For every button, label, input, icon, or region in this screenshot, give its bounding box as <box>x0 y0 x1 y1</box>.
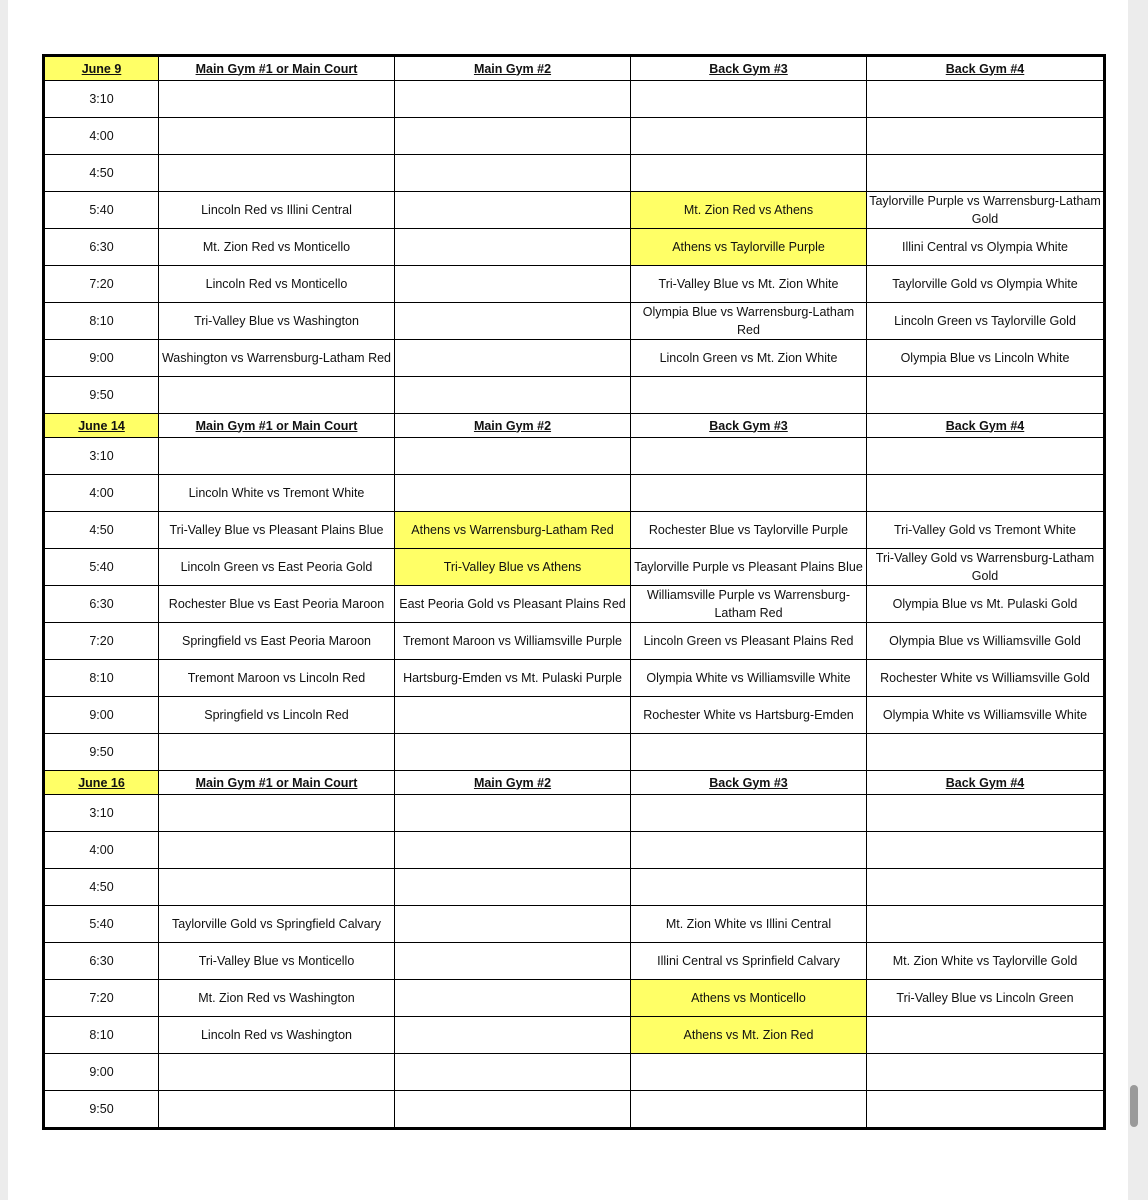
time-cell: 4:00 <box>45 118 159 155</box>
time-cell: 3:10 <box>45 438 159 475</box>
time-cell: 5:40 <box>45 549 159 586</box>
game-cell: Tri-Valley Blue vs Washington <box>159 303 395 340</box>
game-cell <box>631 869 867 906</box>
game-cell: Rochester White vs Williamsville Gold <box>867 660 1104 697</box>
game-cell: Springfield vs Lincoln Red <box>159 697 395 734</box>
game-cell <box>159 795 395 832</box>
game-cell <box>395 1091 631 1128</box>
game-cell <box>631 81 867 118</box>
time-slot-row <box>45 438 1104 475</box>
column-header-gym-1: Main Gym #1 or Main Court <box>159 771 395 795</box>
game-cell: Olympia Blue vs Warrensburg-Latham Red <box>631 303 867 340</box>
time-slot-row <box>45 1017 1104 1054</box>
game-cell <box>395 377 631 414</box>
time-cell: 6:30 <box>45 586 159 623</box>
game-cell <box>867 832 1104 869</box>
time-slot-row <box>45 660 1104 697</box>
game-cell: Tremont Maroon vs Williamsville Purple <box>395 623 631 660</box>
game-cell <box>395 266 631 303</box>
game-cell: Olympia Blue vs Mt. Pulaski Gold <box>867 586 1104 623</box>
game-cell: Olympia White vs Williamsville White <box>867 697 1104 734</box>
game-cell: Taylorville Gold vs Springfield Calvary <box>159 906 395 943</box>
game-cell: Athens vs Monticello <box>631 980 867 1017</box>
game-cell: Tri-Valley Blue vs Mt. Zion White <box>631 266 867 303</box>
time-slot-row <box>45 377 1104 414</box>
column-header-gym-4: Back Gym #4 <box>867 414 1104 438</box>
time-slot-row <box>45 1091 1104 1128</box>
game-cell: Tri-Valley Blue vs Lincoln Green <box>867 980 1104 1017</box>
game-cell: East Peoria Gold vs Pleasant Plains Red <box>395 586 631 623</box>
game-cell <box>867 1054 1104 1091</box>
game-cell: Illini Central vs Sprinfield Calvary <box>631 943 867 980</box>
game-cell <box>159 734 395 771</box>
game-cell <box>867 475 1104 512</box>
game-cell: Athens vs Mt. Zion Red <box>631 1017 867 1054</box>
game-cell <box>159 1054 395 1091</box>
time-slot-row <box>45 943 1104 980</box>
game-cell: Athens vs Taylorville Purple <box>631 229 867 266</box>
time-cell: 9:50 <box>45 1091 159 1128</box>
time-cell: 9:50 <box>45 377 159 414</box>
game-cell: Tremont Maroon vs Lincoln Red <box>159 660 395 697</box>
game-cell <box>631 475 867 512</box>
game-cell <box>867 377 1104 414</box>
game-cell <box>867 118 1104 155</box>
game-cell <box>867 81 1104 118</box>
game-cell: Williamsville Purple vs Warrensburg-Latham Red <box>631 586 867 623</box>
time-cell: 7:20 <box>45 980 159 1017</box>
time-slot-row <box>45 795 1104 832</box>
time-slot-row <box>45 340 1104 377</box>
game-cell <box>395 192 631 229</box>
game-cell <box>159 438 395 475</box>
game-cell <box>159 832 395 869</box>
game-cell <box>867 906 1104 943</box>
game-cell: Taylorville Purple vs Warrensburg-Latham Gold <box>867 192 1104 229</box>
game-cell: Mt. Zion Red vs Monticello <box>159 229 395 266</box>
gym-schedule-table <box>44 56 1104 1128</box>
time-slot-row <box>45 734 1104 771</box>
game-cell: Taylorville Gold vs Olympia White <box>867 266 1104 303</box>
column-header-gym-4: Back Gym #4 <box>867 771 1104 795</box>
time-cell: 7:20 <box>45 266 159 303</box>
time-cell: 9:00 <box>45 697 159 734</box>
game-cell <box>159 1091 395 1128</box>
game-cell: Lincoln Red vs Illini Central <box>159 192 395 229</box>
game-cell <box>395 1017 631 1054</box>
game-cell: Tri-Valley Gold vs Warrensburg-Latham Gold <box>867 549 1104 586</box>
game-cell: Tri-Valley Blue vs Monticello <box>159 943 395 980</box>
column-header-gym-1: Main Gym #1 or Main Court <box>159 57 395 81</box>
time-cell: 4:00 <box>45 832 159 869</box>
game-cell: Lincoln Green vs Pleasant Plains Red <box>631 623 867 660</box>
time-slot-row <box>45 81 1104 118</box>
scrollbar-track[interactable] <box>1130 0 1148 1200</box>
time-slot-row <box>45 118 1104 155</box>
game-cell: Mt. Zion Red vs Washington <box>159 980 395 1017</box>
time-cell: 3:10 <box>45 81 159 118</box>
game-cell <box>395 303 631 340</box>
game-cell <box>159 869 395 906</box>
column-header-gym-4: Back Gym #4 <box>867 57 1104 81</box>
game-cell <box>395 229 631 266</box>
game-cell: Lincoln Green vs Taylorville Gold <box>867 303 1104 340</box>
game-cell <box>395 869 631 906</box>
time-slot-row <box>45 155 1104 192</box>
time-slot-row <box>45 623 1104 660</box>
time-slot-row <box>45 192 1104 229</box>
day-date: June 9 <box>45 57 159 81</box>
game-cell: Lincoln White vs Tremont White <box>159 475 395 512</box>
time-cell: 8:10 <box>45 303 159 340</box>
time-slot-row <box>45 697 1104 734</box>
game-cell: Tri-Valley Gold vs Tremont White <box>867 512 1104 549</box>
time-cell: 8:10 <box>45 660 159 697</box>
game-cell <box>867 1017 1104 1054</box>
time-slot-row <box>45 303 1104 340</box>
time-slot-row <box>45 586 1104 623</box>
game-cell: Taylorville Purple vs Pleasant Plains Blue <box>631 549 867 586</box>
game-cell: Tri-Valley Blue vs Pleasant Plains Blue <box>159 512 395 549</box>
game-cell <box>867 438 1104 475</box>
game-cell <box>631 377 867 414</box>
time-cell: 8:10 <box>45 1017 159 1054</box>
game-cell <box>395 906 631 943</box>
day-date: June 16 <box>45 771 159 795</box>
time-cell: 3:10 <box>45 795 159 832</box>
column-header-gym-2: Main Gym #2 <box>395 771 631 795</box>
time-cell: 9:00 <box>45 340 159 377</box>
game-cell: Hartsburg-Emden vs Mt. Pulaski Purple <box>395 660 631 697</box>
game-cell <box>159 118 395 155</box>
game-cell: Lincoln Green vs East Peoria Gold <box>159 549 395 586</box>
game-cell: Olympia Blue vs Lincoln White <box>867 340 1104 377</box>
game-cell <box>631 795 867 832</box>
time-cell: 4:50 <box>45 869 159 906</box>
time-slot-row <box>45 832 1104 869</box>
column-header-gym-2: Main Gym #2 <box>395 414 631 438</box>
time-cell: 6:30 <box>45 229 159 266</box>
time-slot-row <box>45 980 1104 1017</box>
game-cell <box>395 475 631 512</box>
game-cell: Tri-Valley Blue vs Athens <box>395 549 631 586</box>
game-cell: Washington vs Warrensburg-Latham Red <box>159 340 395 377</box>
time-slot-row <box>45 266 1104 303</box>
game-cell: Lincoln Red vs Monticello <box>159 266 395 303</box>
column-header-gym-1: Main Gym #1 or Main Court <box>159 414 395 438</box>
time-cell: 6:30 <box>45 943 159 980</box>
scrollbar-thumb[interactable] <box>1130 1085 1138 1127</box>
day-header-row <box>45 771 1104 795</box>
game-cell <box>631 438 867 475</box>
game-cell <box>159 81 395 118</box>
time-cell: 4:50 <box>45 155 159 192</box>
game-cell: Rochester White vs Hartsburg-Emden <box>631 697 867 734</box>
game-cell <box>395 697 631 734</box>
time-cell: 5:40 <box>45 906 159 943</box>
game-cell <box>395 943 631 980</box>
time-slot-row <box>45 512 1104 549</box>
game-cell <box>631 118 867 155</box>
game-cell: Mt. Zion Red vs Athens <box>631 192 867 229</box>
game-cell <box>867 869 1104 906</box>
time-slot-row <box>45 549 1104 586</box>
time-cell: 7:20 <box>45 623 159 660</box>
game-cell: Lincoln Red vs Washington <box>159 1017 395 1054</box>
column-header-gym-3: Back Gym #3 <box>631 771 867 795</box>
game-cell: Olympia White vs Williamsville White <box>631 660 867 697</box>
game-cell <box>395 980 631 1017</box>
game-cell: Lincoln Green vs Mt. Zion White <box>631 340 867 377</box>
game-cell <box>867 155 1104 192</box>
time-slot-row <box>45 229 1104 266</box>
game-cell <box>395 155 631 192</box>
game-cell: Rochester Blue vs Taylorville Purple <box>631 512 867 549</box>
day-header-row <box>45 414 1104 438</box>
game-cell <box>395 1054 631 1091</box>
time-cell: 9:50 <box>45 734 159 771</box>
game-cell <box>395 438 631 475</box>
column-header-gym-3: Back Gym #3 <box>631 57 867 81</box>
game-cell <box>395 81 631 118</box>
time-cell: 4:50 <box>45 512 159 549</box>
column-header-gym-3: Back Gym #3 <box>631 414 867 438</box>
game-cell: Athens vs Warrensburg-Latham Red <box>395 512 631 549</box>
game-cell <box>395 795 631 832</box>
game-cell: Mt. Zion White vs Illini Central <box>631 906 867 943</box>
time-cell: 5:40 <box>45 192 159 229</box>
game-cell: Rochester Blue vs East Peoria Maroon <box>159 586 395 623</box>
time-cell: 4:00 <box>45 475 159 512</box>
day-date: June 14 <box>45 414 159 438</box>
game-cell: Olympia Blue vs Williamsville Gold <box>867 623 1104 660</box>
game-cell: Springfield vs East Peoria Maroon <box>159 623 395 660</box>
game-cell <box>867 1091 1104 1128</box>
time-slot-row <box>45 1054 1104 1091</box>
game-cell <box>631 734 867 771</box>
game-cell <box>631 1091 867 1128</box>
game-cell: Mt. Zion White vs Taylorville Gold <box>867 943 1104 980</box>
game-cell <box>395 734 631 771</box>
time-slot-row <box>45 475 1104 512</box>
day-header-row <box>45 57 1104 81</box>
time-slot-row <box>45 906 1104 943</box>
game-cell <box>159 377 395 414</box>
game-cell <box>395 118 631 155</box>
time-slot-row <box>45 869 1104 906</box>
game-cell <box>867 734 1104 771</box>
game-cell <box>631 832 867 869</box>
game-cell <box>159 155 395 192</box>
column-header-gym-2: Main Gym #2 <box>395 57 631 81</box>
game-cell <box>395 832 631 869</box>
game-cell <box>395 340 631 377</box>
game-cell <box>631 155 867 192</box>
game-cell <box>631 1054 867 1091</box>
game-cell <box>867 795 1104 832</box>
time-cell: 9:00 <box>45 1054 159 1091</box>
game-cell: Illini Central vs Olympia White <box>867 229 1104 266</box>
